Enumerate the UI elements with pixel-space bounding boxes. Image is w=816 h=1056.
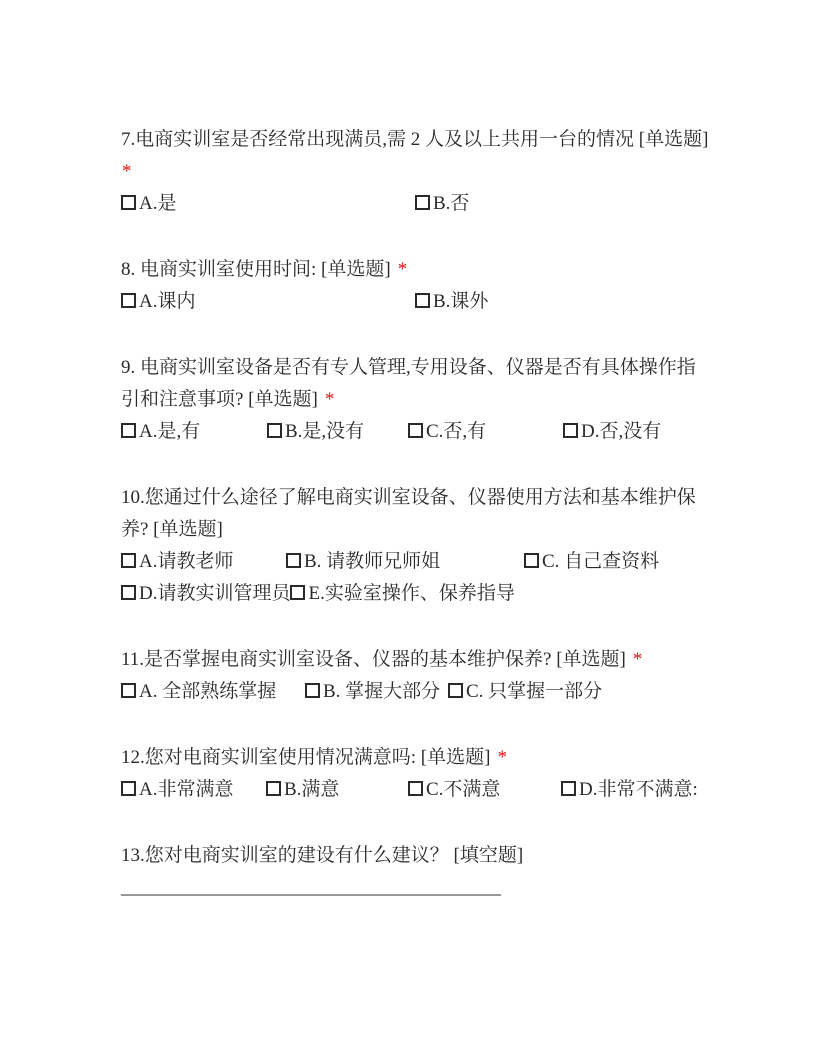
checkbox-icon[interactable]: [121, 781, 136, 796]
option-label: D.否,没有: [581, 421, 662, 442]
question-11-title: [121, 644, 721, 676]
checkbox-icon[interactable]: [267, 423, 282, 438]
option-c[interactable]: [408, 416, 563, 448]
question-7-title: [121, 124, 721, 156]
option-label: A.非常满意: [139, 779, 234, 800]
option-label: B.是,没有: [285, 421, 365, 442]
option-label: A.课内: [139, 291, 196, 312]
option-b[interactable]: [286, 546, 524, 578]
option-c[interactable]: [448, 676, 602, 708]
option-label: B. 请教师兄师姐: [304, 551, 441, 572]
question-9-options: [121, 416, 721, 448]
required-asterisk: *: [397, 259, 408, 280]
question-11-options: [121, 676, 721, 708]
question-12-title: [121, 742, 721, 774]
option-label: B.否: [433, 193, 470, 214]
checkbox-icon[interactable]: [121, 195, 136, 210]
question-11-title-text: 11.是否掌握电商实训室设备、仪器的基本维护保养? [单选题]: [121, 649, 626, 670]
question-12: [121, 742, 721, 806]
required-asterisk: *: [632, 649, 643, 670]
checkbox-icon[interactable]: [524, 553, 539, 568]
question-10: [121, 482, 721, 610]
option-b[interactable]: [266, 774, 408, 806]
question-13-answer-blank[interactable]: ________________________________________: [121, 877, 501, 898]
checkbox-icon[interactable]: [290, 585, 305, 600]
option-d[interactable]: [563, 416, 661, 448]
option-label: D.非常不满意:: [579, 779, 698, 800]
question-9-title-line-1: [121, 352, 721, 384]
option-a[interactable]: [121, 774, 266, 806]
question-7-required-line: [121, 156, 721, 188]
question-12-options: [121, 774, 721, 806]
question-9-title-text: 引和注意事项? [单选题]: [121, 389, 318, 410]
option-label: A.请教老师: [139, 551, 234, 572]
checkbox-icon[interactable]: [121, 293, 136, 308]
question-10-options-row-1: [121, 546, 721, 578]
checkbox-icon[interactable]: [286, 553, 301, 568]
option-c[interactable]: [408, 774, 561, 806]
option-label: C.不满意: [426, 779, 501, 800]
question-9-title-text: 9. 电商实训室设备是否有专人管理,专用设备、仪器是否有具体操作指: [121, 357, 696, 378]
option-label: B.满意: [284, 779, 340, 800]
checkbox-icon[interactable]: [305, 683, 320, 698]
option-label: B. 掌握大部分: [323, 681, 441, 702]
option-label: E.实验室操作、保养指导: [308, 583, 515, 604]
checkbox-icon[interactable]: [408, 423, 423, 438]
question-7-options: [121, 188, 721, 220]
option-a[interactable]: [121, 416, 267, 448]
question-7-title-text: 7.电商实训室是否经常出现满员,需 2 人及以上共用一台的情况 [单选题]: [121, 129, 709, 150]
required-asterisk: *: [497, 747, 507, 768]
option-label: A. 全部熟练掌握: [139, 681, 277, 702]
option-label: C.否,有: [426, 421, 487, 442]
option-b[interactable]: [305, 676, 448, 708]
option-a[interactable]: [121, 188, 415, 220]
checkbox-icon[interactable]: [121, 423, 136, 438]
option-e[interactable]: [290, 578, 514, 610]
checkbox-icon[interactable]: [266, 781, 281, 796]
checkbox-icon[interactable]: [408, 781, 423, 796]
checkbox-icon[interactable]: [563, 423, 578, 438]
checkbox-icon[interactable]: [121, 553, 136, 568]
checkbox-icon[interactable]: [448, 683, 463, 698]
question-12-title-text: 12.您对电商实训室使用情况满意吗: [单选题]: [121, 747, 491, 768]
question-11: [121, 644, 721, 708]
question-8-title: [121, 254, 721, 286]
question-13-title-text: 13.您对电商实训室的建设有什么建议？ [填空题]: [121, 845, 524, 866]
option-b[interactable]: [415, 286, 488, 318]
option-label: A.是,有: [139, 421, 201, 442]
option-b[interactable]: [415, 188, 469, 220]
question-8: [121, 254, 721, 318]
checkbox-icon[interactable]: [561, 781, 576, 796]
question-13: [121, 840, 721, 904]
option-label: B.课外: [433, 291, 489, 312]
option-d[interactable]: [561, 774, 698, 806]
question-10-title-text: 养? [单选题]: [121, 519, 223, 540]
option-a[interactable]: [121, 676, 305, 708]
option-label: D.请教实训管理员: [139, 583, 291, 604]
question-9: [121, 352, 721, 448]
option-d[interactable]: [121, 578, 290, 610]
question-9-title-line-2: [121, 384, 721, 416]
checkbox-icon[interactable]: [121, 683, 136, 698]
question-8-options: [121, 286, 721, 318]
option-a[interactable]: [121, 286, 415, 318]
checkbox-icon[interactable]: [121, 585, 136, 600]
option-c[interactable]: [524, 546, 659, 578]
option-label: C. 自己查资料: [542, 551, 660, 572]
checkbox-icon[interactable]: [415, 195, 430, 210]
option-label: A.是: [139, 193, 177, 214]
option-a[interactable]: [121, 546, 286, 578]
question-13-title: [121, 840, 721, 872]
question-7: [121, 124, 721, 220]
required-asterisk: *: [324, 389, 335, 410]
question-10-options-row-2: [121, 578, 721, 610]
question-10-title-line-2: [121, 514, 721, 546]
question-10-title-line-1: [121, 482, 721, 514]
required-asterisk: *: [122, 161, 132, 182]
question-10-title-text: 10.您通过什么途径了解电商实训室设备、仪器使用方法和基本维护保: [121, 487, 696, 508]
option-b[interactable]: [267, 416, 408, 448]
question-8-title-text: 8. 电商实训室使用时间: [单选题]: [121, 259, 391, 280]
survey-content: [121, 124, 721, 938]
option-label: C. 只掌握一部分: [466, 681, 603, 702]
checkbox-icon[interactable]: [415, 293, 430, 308]
